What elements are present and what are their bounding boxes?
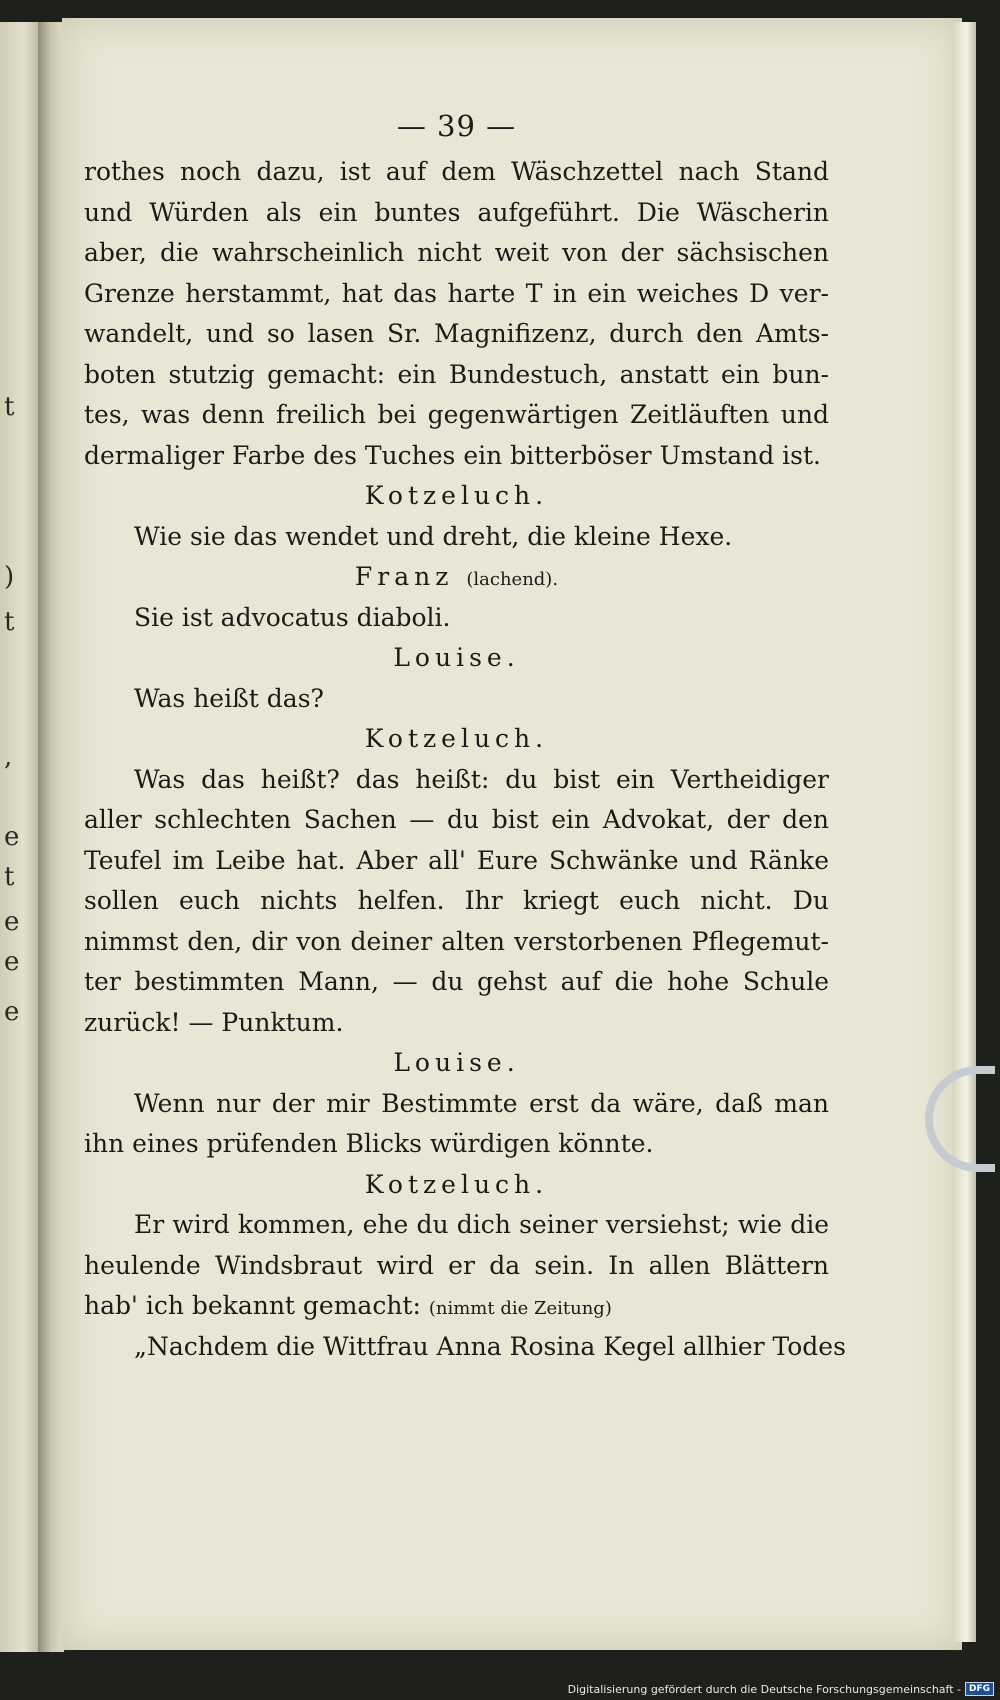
text-line: dermaliger Farbe des Tuches ein bitterböser Umstand ist. — [84, 440, 821, 470]
left-page-fragment: e — [4, 997, 20, 1027]
dialogue-line: Wie sie das wendet und dreht, die kleine Hexe. — [134, 521, 733, 551]
left-page-fragment: ) — [4, 562, 15, 592]
left-page-fragment: e — [4, 907, 20, 937]
left-page-fragment: t — [4, 392, 15, 422]
text-line: und Würden als ein buntes aufgeführt. Die Wäscherin — [84, 197, 829, 227]
page-number: — 39 — — [396, 109, 517, 143]
dialogue-line: Was heißt das? — [134, 683, 324, 713]
credit-text: Digitalisierung gefördert durch die Deutsche Forschungsgemeinschaft - — [567, 1682, 961, 1696]
speaker-name: Louise. — [393, 643, 520, 672]
dialogue-line: ihn eines prüfenden Blicks würdigen könnte. — [84, 1129, 654, 1158]
left-page-fragment: e — [4, 822, 20, 852]
speaker-name: Kotzeluch. — [364, 1169, 549, 1199]
stage-direction: (lachend). — [466, 569, 559, 590]
speaker-name: Kotzeluch. — [364, 481, 549, 510]
speaker-name: Louise. — [393, 1048, 520, 1077]
page-edge — [952, 22, 976, 1642]
text-line: rothes noch dazu, ist auf dem Wäschzettel nach Stand — [84, 157, 829, 186]
left-page-fragment: t — [4, 862, 15, 892]
left-page-fragment: e — [4, 947, 20, 977]
speaker-label: Franz — [354, 562, 454, 591]
dialogue-line: nimmst den, dir von deiner alten verstorbenen Pflegemut- — [84, 926, 829, 956]
stage-direction: (nimmt die Zeitung) — [428, 1298, 612, 1319]
dialogue-line: heulende Windsbraut wird er da sein. In allen Blättern — [84, 1250, 829, 1280]
dfg-logo-icon: DFG — [965, 1682, 994, 1696]
dialogue-line: Wenn nur der mir Bestimmte erst da wäre, daß man — [134, 1088, 829, 1118]
text-line: Grenze herstammt, hat das harte T in ein weiches D ver- — [84, 278, 829, 308]
dialogue-line: zurück! — Punktum. — [84, 1007, 344, 1037]
text-line: aber, die wahrscheinlich nicht weit von der sächsischen — [84, 238, 829, 267]
page-text — [84, 100, 846, 1367]
speaker-name — [84, 557, 829, 598]
text-line: boten stutzig gemacht: ein Bundestuch, anstatt ein bun- — [84, 359, 829, 389]
speaker-name: Kotzeluch. — [364, 724, 549, 753]
text-line: wandelt, und so lasen Sr. Magnifizenz, durch den Amts- — [84, 319, 829, 348]
adjacent-page-edge — [0, 22, 40, 1652]
dialogue-line: sollen euch nichts helfen. Ihr kriegt euch nicht. Du — [84, 886, 829, 915]
dialogue-line: Was das heißt? das heißt: du bist ein Vertheidiger — [134, 764, 829, 794]
dialogue-line: Sie ist advocatus diaboli. — [134, 602, 451, 632]
text-line: tes, was denn freilich bei gegenwärtigen Zeitläuften und — [84, 400, 829, 429]
digitization-credit — [568, 1682, 994, 1696]
dialogue-line: aller schlechten Sachen — du bist ein Advokat, der den — [84, 805, 829, 834]
dialogue-line: Teufel im Leibe hat. Aber all' Eure Schwänke und Ränke — [84, 845, 829, 875]
dialogue-line: „Nachdem die Wittfrau Anna Rosina Kegel allhier Todes — [134, 1331, 846, 1361]
left-page-fragment: t — [4, 607, 15, 637]
dialogue-line: ter bestimmten Mann, — du gehst auf die hohe Schule — [84, 967, 829, 996]
dialogue-line — [84, 1286, 829, 1327]
left-page-fragment: , — [4, 742, 13, 772]
dialogue-line: Er wird kommen, ehe du dich seiner versiehst; wie die — [134, 1210, 829, 1239]
dialogue-text: hab' ich bekannt gemacht: — [84, 1291, 421, 1320]
book-gutter — [38, 22, 64, 1652]
